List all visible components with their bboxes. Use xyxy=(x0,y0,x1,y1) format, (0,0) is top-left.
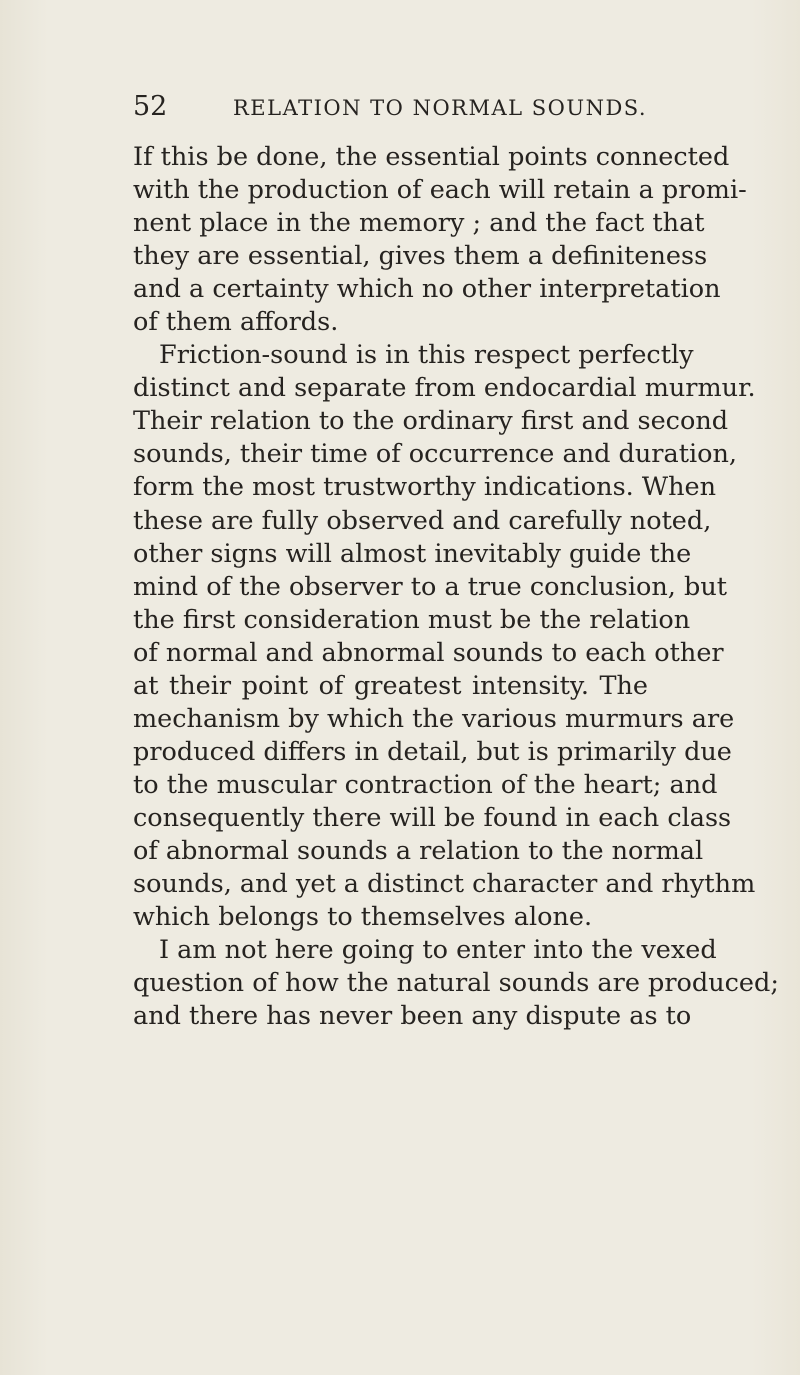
text-line: of them affords. xyxy=(133,307,339,338)
text-line: mind of the observer to a true conclusion, but xyxy=(133,571,727,602)
text-line: nent place in the memory ; and the fact that xyxy=(133,208,705,239)
text-line: distinct and separate from endocardial murmur. xyxy=(133,373,756,404)
text-line: produced differs in detail, but is primarily due xyxy=(133,736,732,767)
text-line: which belongs to themselves alone. xyxy=(133,902,593,933)
text-line: to the muscular contraction of the heart; and xyxy=(133,769,718,800)
text-line: other signs will almost inevitably guide the xyxy=(133,538,692,569)
text-line: and a certainty which no other interpretation xyxy=(133,274,721,305)
body-text xyxy=(133,141,779,1033)
text-line: and there has never been any dispute as to xyxy=(133,1001,692,1032)
text-line: I am not here going to enter into the vexed xyxy=(159,935,717,966)
text-line: at their point of greatest intensity. The xyxy=(133,670,648,701)
running-title: RELATION TO NORMAL SOUNDS. xyxy=(233,96,648,120)
text-line: consequently there will be found in each class xyxy=(133,802,732,833)
text-line: sounds, and yet a distinct character and rhythm xyxy=(133,869,756,900)
text-line: sounds, their time of occurrence and duration, xyxy=(133,439,737,470)
text-line: these are fully observed and carefully noted, xyxy=(133,505,712,536)
running-head xyxy=(133,92,653,122)
text-line: form the most trustworthy indications. When xyxy=(133,472,717,503)
text-line: of normal and abnormal sounds to each other xyxy=(133,637,724,668)
text-line: Friction-sound is in this respect perfectly xyxy=(159,340,694,371)
text-line: they are essential, gives them a definiteness xyxy=(133,241,708,272)
text-line: with the production of each will retain a promi- xyxy=(133,175,747,206)
text-line: If this be done, the essential points connected xyxy=(133,142,730,172)
text-line: question of how the natural sounds are produced; xyxy=(133,968,779,999)
text-line: mechanism by which the various murmurs are xyxy=(133,703,735,734)
text-line: the first consideration must be the relation xyxy=(133,604,691,635)
text-line: Their relation to the ordinary first and second xyxy=(133,406,729,437)
page-number: 52 xyxy=(133,91,168,122)
text-line: of abnormal sounds a relation to the normal xyxy=(133,835,704,866)
